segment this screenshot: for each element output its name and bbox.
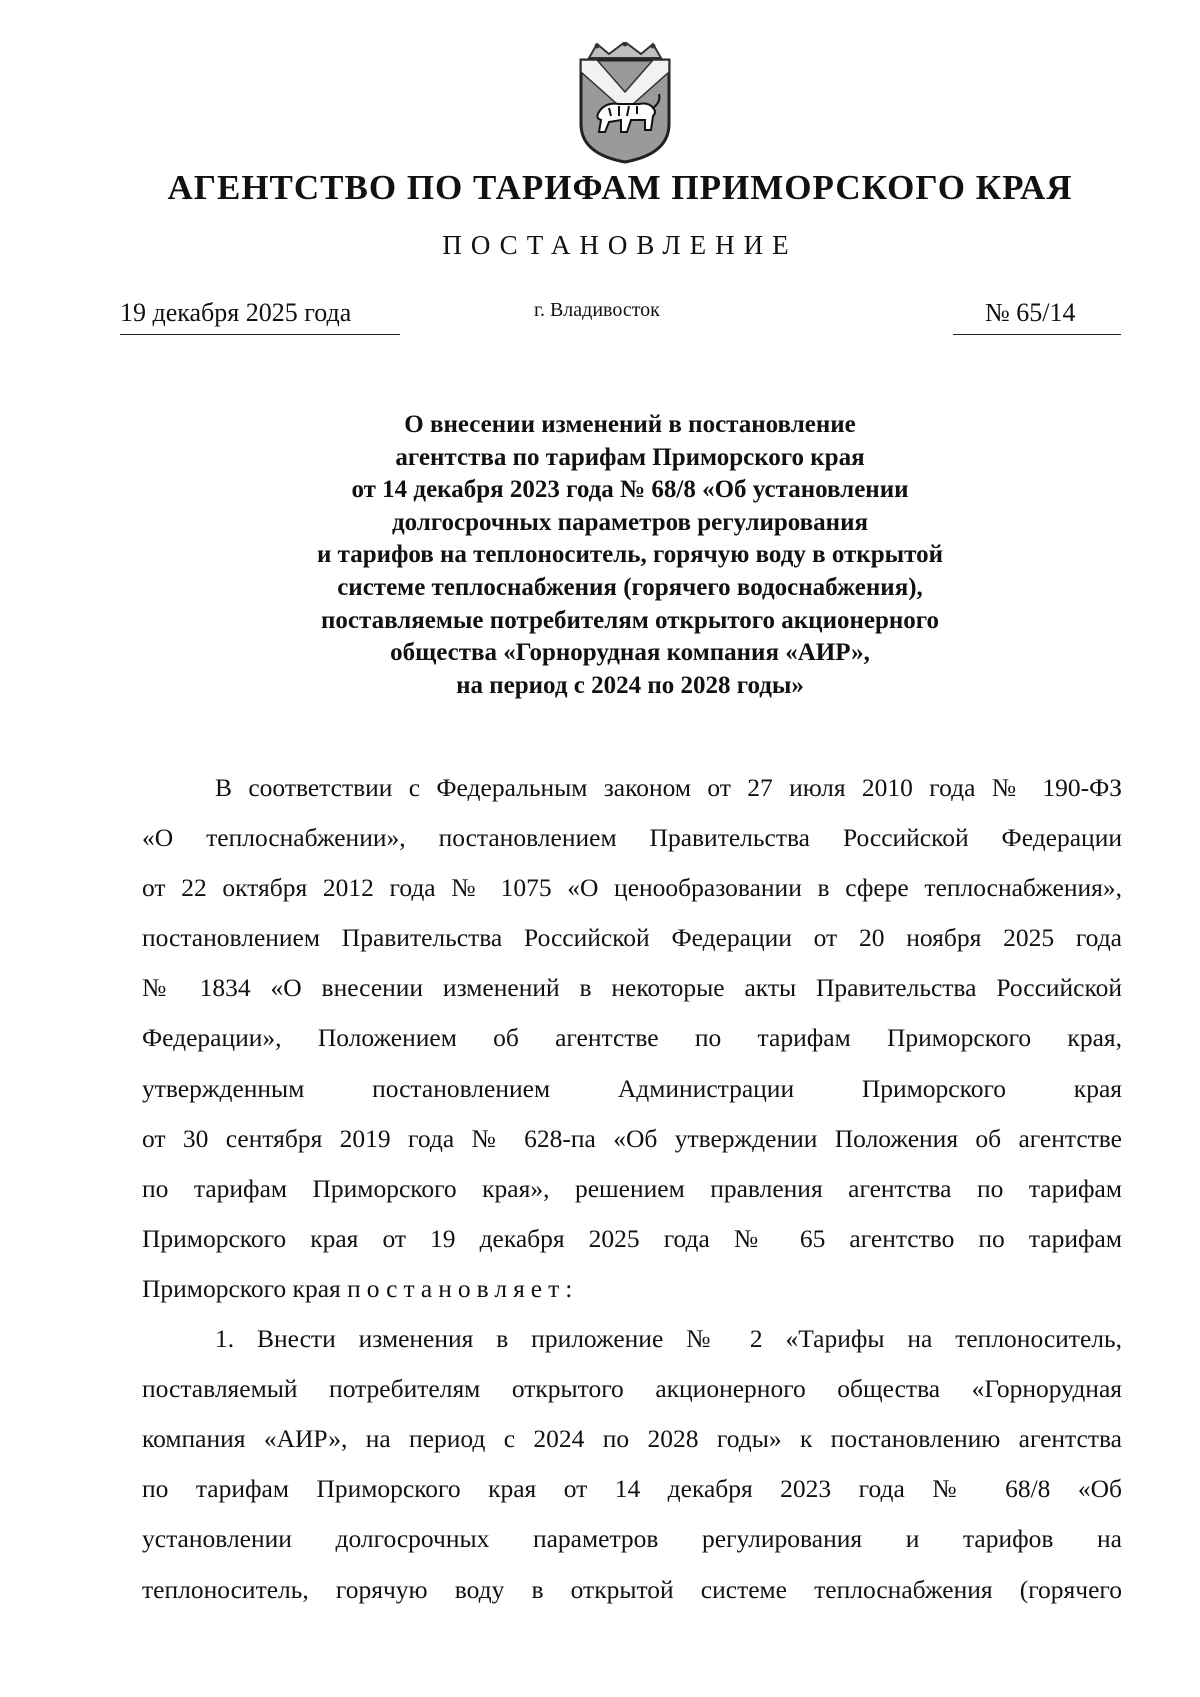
coat-of-arms-emblem bbox=[575, 42, 675, 164]
document-date: 19 декабря 2025 года bbox=[120, 298, 400, 335]
subject-line: общества «Горнорудная компания «АИР», bbox=[390, 639, 870, 667]
subject-line: системе теплоснабжения (горячего водоснабжения), bbox=[337, 573, 923, 601]
document-number: № 65/14 bbox=[953, 298, 1121, 335]
body-line: по тарифам Приморского края от 14 декабря 2023 года № 68/8 «Об bbox=[142, 1474, 1122, 1504]
subject-line: долгосрочных параметров регулирования bbox=[391, 508, 869, 536]
subject-line: поставляемые потребителям открытого акционерного bbox=[320, 606, 940, 634]
body-line: Приморского края от 19 декабря 2025 года № 65 агентство по тарифам bbox=[142, 1223, 1122, 1253]
document-type: ПОСТАНОВЛЕНИЕ bbox=[442, 230, 798, 260]
subject-line: агентства по тарифам Приморского края bbox=[395, 443, 865, 471]
document-subject bbox=[200, 409, 1060, 702]
body-line: утвержденным постановлением Администрации Приморского края bbox=[142, 1073, 1122, 1103]
body-line-text: Приморского края bbox=[142, 1273, 341, 1303]
body-line: 1. Внести изменения в приложение № 2 «Тарифы на теплоноситель, bbox=[215, 1324, 1122, 1354]
body-line: № 1834 «О внесении изменений в некоторые акты Правительства Российской bbox=[142, 973, 1122, 1003]
body-line: постановлением Правительства Российской Федерации от 20 ноября 2025 года bbox=[142, 923, 1122, 953]
body-line: теплоноситель, горячую воду в открытой системе теплоснабжения (горячего bbox=[142, 1574, 1122, 1604]
body-line: от 22 октября 2012 года № 1075 «О ценообразовании в сфере теплоснабжения», bbox=[142, 873, 1122, 903]
body-line: установлении долгосрочных параметров регулирования и тарифов на bbox=[142, 1524, 1122, 1554]
body-line: компания «АИР», на период с 2024 по 2028 годы» к постановлению агентства bbox=[142, 1424, 1122, 1454]
body-line: Федерации», Положением об агентстве по тарифам Приморского края, bbox=[142, 1023, 1122, 1053]
document-body bbox=[142, 763, 1122, 1615]
document-city: г. Владивосток bbox=[534, 299, 660, 321]
subject-line: на период с 2024 по 2028 годы» bbox=[456, 671, 804, 699]
body-line: по тарифам Приморского края», решением правления агентства по тарифам bbox=[142, 1173, 1122, 1203]
body-line bbox=[142, 1264, 1122, 1314]
body-line: от 30 сентября 2019 года № 628-па «Об утверждении Положения об агентстве bbox=[142, 1123, 1122, 1153]
subject-line: и тарифов на теплоноситель, горячую воду в открытой bbox=[317, 541, 943, 569]
body-line: «О теплоснабжении», постановлением Правительства Российской Федерации bbox=[142, 823, 1122, 853]
body-line: В соответствии с Федеральным законом от 27 июля 2010 года № 190-ФЗ bbox=[215, 773, 1122, 802]
body-line: поставляемый потребителям открытого акционерного общества «Горнорудная bbox=[142, 1374, 1122, 1404]
agency-name: АГЕНТСТВО ПО ТАРИФАМ ПРИМОРСКОГО КРАЯ bbox=[167, 168, 1073, 207]
decree-word: постановляет: bbox=[347, 1273, 579, 1303]
subject-line: О внесении изменений в постановление bbox=[404, 411, 856, 438]
subject-line: от 14 декабря 2023 года № 68/8 «Об установлении bbox=[351, 476, 909, 504]
